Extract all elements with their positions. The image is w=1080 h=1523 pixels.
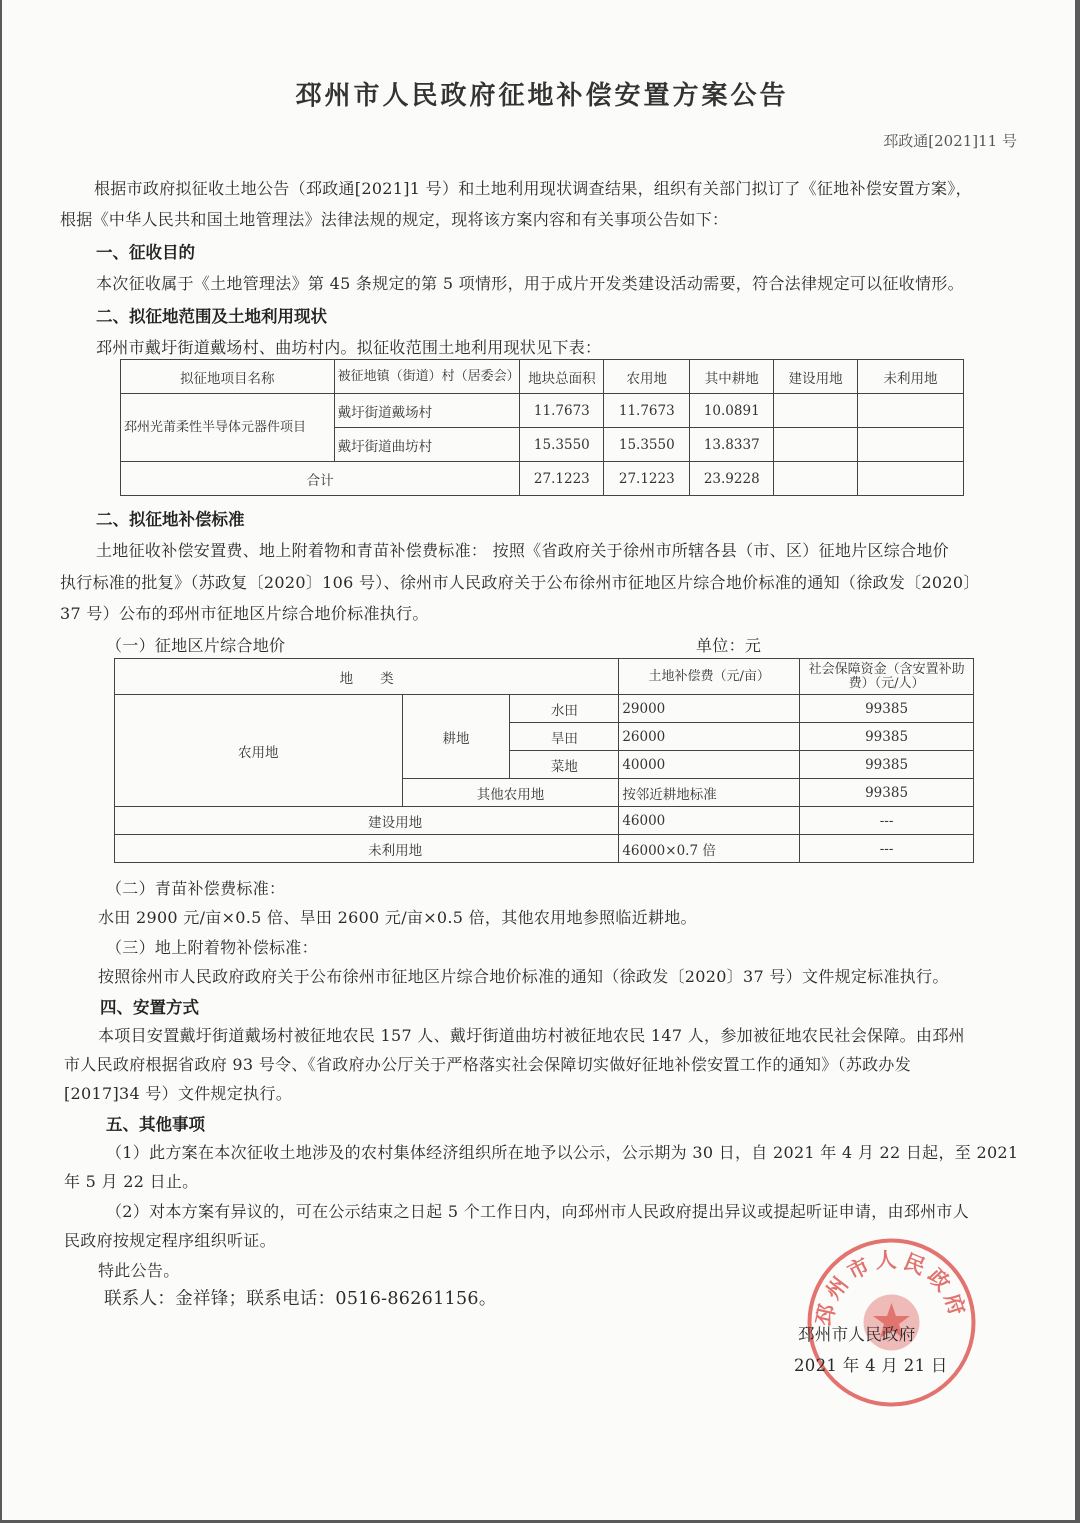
- subsection-3-heading: （三）地上附着物补偿标准：: [106, 938, 318, 957]
- compensation-cell: 40000: [619, 751, 800, 779]
- section-3-line-2: 执行标准的批复》（苏政复〔2020〕106 号）、徐州市人民政府关于公布徐州市征地区片综合地价标准的通知（徐政发〔2020〕: [60, 573, 980, 592]
- section-5-heading: 五、其他事项: [106, 1115, 205, 1134]
- subsection-1-heading: （一）征地区片综合地价: [106, 636, 286, 655]
- header-village: 被征地镇（街道）村（居委会）: [334, 360, 520, 394]
- seal-text: 邳州市人民政府: [811, 1247, 971, 1328]
- subsection-2-heading: （二）青苗补偿费标准：: [106, 879, 286, 898]
- header-farmland: 农用地: [604, 360, 690, 394]
- table-header-row: [115, 659, 974, 695]
- issue-date: 2021 年 4 月 21 日: [794, 1356, 948, 1375]
- farmland-label: 农用地: [115, 695, 403, 807]
- land-type-cell: 建设用地: [115, 807, 619, 835]
- table-row: [121, 394, 964, 428]
- compensation-cell: 46000×0.7 倍: [619, 835, 800, 863]
- total-area-cell: 15.3550: [520, 428, 604, 462]
- table-sum-row: [121, 462, 964, 496]
- sum-total: 27.1223: [520, 462, 604, 496]
- project-name: 邳州光莆柔性半导体元器件项目: [121, 394, 335, 462]
- header-land-type: 地 类: [115, 659, 619, 695]
- issuer-name: 邳州市人民政府: [798, 1325, 916, 1344]
- sum-unused: [858, 462, 964, 496]
- section-3-heading: 二、拟征地补偿标准: [96, 510, 245, 529]
- section-5-item-2-line-2: 民政府按规定程序组织听证。: [64, 1231, 276, 1250]
- section-5-item-2-line-1: （2）对本方案有异议的，可在公示结束之日起 5 个工作日内，向邳州市人民政府提出异议或提起听证申请，由邳州市人: [106, 1202, 970, 1221]
- arable-label: 耕地: [402, 695, 510, 779]
- subsection-3-text: 按照徐州市人民政府政府关于公布徐州市征地区片综合地价标准的通知（徐政发〔2020〕37 号）文件规定标准执行。: [98, 967, 949, 986]
- table-header-row: [121, 360, 964, 394]
- table-row: [115, 807, 974, 835]
- section-4-line-2: 市人民政府根据省政府 93 号令、《省政府办公厅关于严格落实社会保障切实做好征地补偿安置工作的通知》（苏政办发: [64, 1055, 912, 1074]
- header-project: 拟征地项目名称: [121, 360, 335, 394]
- social-cell: ---: [800, 807, 974, 835]
- header-construction: 建设用地: [774, 360, 858, 394]
- header-social-security: 社会保障资金（含安置补助费）（元/人）: [800, 659, 974, 695]
- social-cell: 99385: [800, 695, 974, 723]
- section-3-line-1: 土地征收补偿安置费、地上附着物和青苗补偿费标准： 按照《省政府关于徐州市所辖各县（市、区）征地片区综合地价: [96, 541, 949, 560]
- land-type-cell: 菜地: [510, 751, 619, 779]
- compensation-cell: 按邻近耕地标准: [619, 779, 800, 807]
- document-title: 邳州市人民政府征地补偿安置方案公告: [295, 81, 789, 111]
- village-cell: 戴圩街道戴场村: [334, 394, 520, 428]
- document-number: 邳政通[2021]11 号: [883, 132, 1017, 150]
- land-type-cell: 水田: [510, 695, 619, 723]
- subsection-2-text: 水田 2900 元/亩×0.5 倍、旱田 2600 元/亩×0.5 倍，其他农用地参照临近耕地。: [98, 908, 697, 927]
- intro-line-1: 根据市政府拟征收土地公告（邳政通[2021]1 号）和土地利用现状调查结果，组织有关部门拟订了《征地补偿安置方案》，: [94, 179, 972, 198]
- section-5-item-1-line-2: 年 5 月 22 日止。: [64, 1172, 199, 1191]
- farmland-cell: 11.7673: [604, 394, 690, 428]
- sum-farmland: 27.1223: [604, 462, 690, 496]
- village-cell: 戴圩街道曲坊村: [334, 428, 520, 462]
- section-1-heading: 一、征收目的: [96, 243, 195, 262]
- sum-label: 合计: [121, 462, 520, 496]
- compensation-cell: 29000: [619, 695, 800, 723]
- social-cell: 99385: [800, 779, 974, 807]
- header-total-area: 地块总面积: [520, 360, 604, 394]
- section-4-line-1: 本项目安置戴圩街道戴场村被征地农民 157 人、戴圩街道曲坊村被征地农民 147 人，参加被征地农民社会保障。由邳州: [98, 1026, 965, 1045]
- section-1-text: 本次征收属于《土地管理法》第 45 条规定的第 5 项情形，用于成片开发类建设活动需要，符合法律规定可以征收情形。: [96, 274, 964, 293]
- header-land-compensation: 土地补偿费（元/亩）: [619, 659, 800, 695]
- compensation-cell: 46000: [619, 807, 800, 835]
- compensation-table: [114, 658, 974, 863]
- document-page: [2, 0, 1075, 1520]
- table-row: [115, 835, 974, 863]
- sum-arable: 23.9228: [690, 462, 774, 496]
- contact-info: 联系人：金祥锋；联系电话：0516-86261156。: [104, 1289, 497, 1309]
- header-unused: 未利用地: [858, 360, 964, 394]
- header-arable: 其中耕地: [690, 360, 774, 394]
- arable-cell: 13.8337: [690, 428, 774, 462]
- land-type-cell: 其他农用地: [402, 779, 619, 807]
- arable-cell: 10.0891: [690, 394, 774, 428]
- sum-construction: [774, 462, 858, 496]
- table-row: [115, 695, 974, 723]
- land-use-table: [120, 359, 964, 496]
- social-cell: 99385: [800, 751, 974, 779]
- social-cell: ---: [800, 835, 974, 863]
- construction-cell: [774, 428, 858, 462]
- section-3-line-3: 37 号）公布的邳州市征地区片综合地价标准执行。: [60, 604, 429, 623]
- land-type-cell: 旱田: [510, 723, 619, 751]
- compensation-cell: 26000: [619, 723, 800, 751]
- social-cell: 99385: [800, 723, 974, 751]
- unused-cell: [858, 428, 964, 462]
- section-2-heading: 二、拟征地范围及土地利用现状: [96, 307, 327, 326]
- section-4-line-3: [2017]34 号）文件规定执行。: [64, 1084, 293, 1103]
- land-type-cell: 未利用地: [115, 835, 619, 863]
- construction-cell: [774, 394, 858, 428]
- section-5-item-1-line-1: （1）此方案在本次征收土地涉及的农村集体经济组织所在地予以公示，公示期为 30 日，自 2021 年 4 月 22 日起，至 2021: [106, 1143, 1019, 1162]
- intro-line-2: 根据《中华人民共和国土地管理法》法律法规的规定，现将该方案内容和有关事项公告如下：: [60, 210, 729, 229]
- farmland-cell: 15.3550: [604, 428, 690, 462]
- section-2-text: 邳州市戴圩街道戴场村、曲坊村内。拟征收范围土地利用现状见下表：: [96, 338, 602, 357]
- section-4-heading: 四、安置方式: [100, 998, 199, 1017]
- closing-text: 特此公告。: [98, 1261, 180, 1280]
- total-area-cell: 11.7673: [520, 394, 604, 428]
- unit-label: 单位：元: [696, 636, 762, 655]
- unused-cell: [858, 394, 964, 428]
